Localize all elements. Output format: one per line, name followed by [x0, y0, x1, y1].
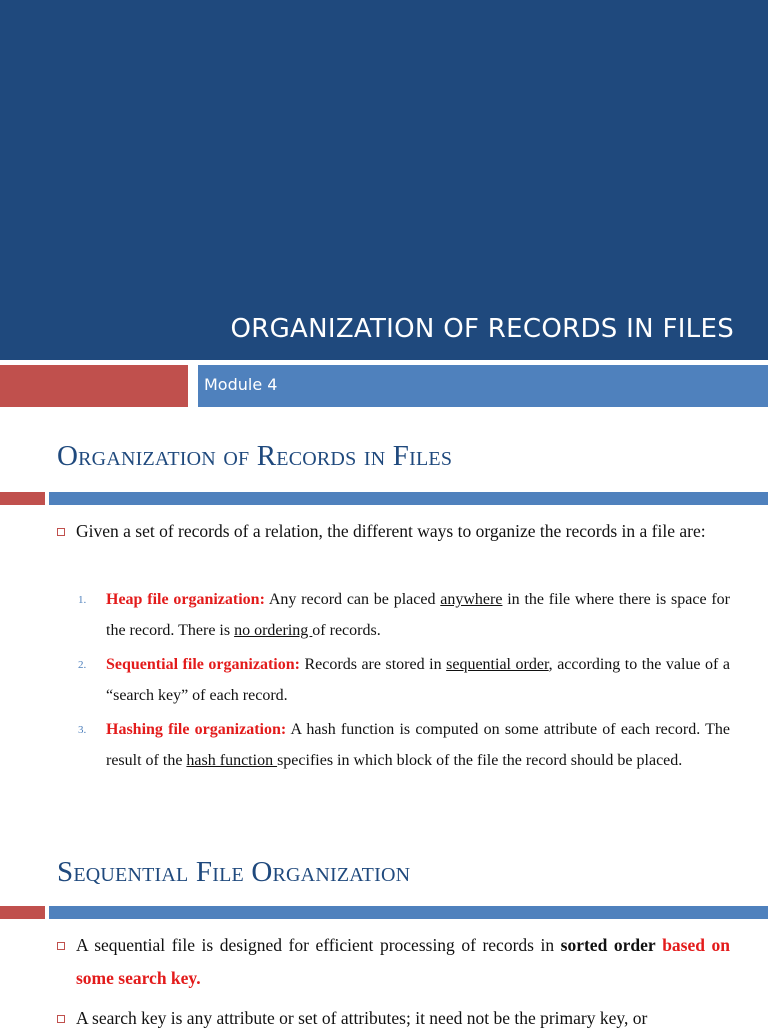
- list-item-hashing: [78, 715, 730, 776]
- bullet-text: A search key is any attribute or set of attributes; it need not be the primary key, or: [76, 1008, 648, 1028]
- text-run: , according to the value of a “search key” of each record.: [106, 656, 730, 704]
- slide-blue-accent-bar: [49, 906, 768, 919]
- list-number: 1.: [78, 594, 87, 606]
- text-run: A sequential file is designed for efficient processing of records in: [76, 935, 561, 955]
- highlighted-term: based on some search key.: [76, 935, 731, 988]
- underlined-term: anywhere: [440, 591, 503, 608]
- title-slide: [0, 0, 768, 412]
- numbered-list: [78, 585, 730, 780]
- list-item-text: [78, 650, 730, 711]
- square-bullet-icon: [57, 528, 65, 536]
- list-number: 2.: [78, 659, 87, 671]
- text-run: A hash function is computed on some attribute of each record. The result of the: [106, 721, 730, 769]
- text-run: Records are stored in: [299, 656, 447, 673]
- bullet-item: [57, 929, 730, 995]
- underlined-term: sequential order: [446, 656, 549, 673]
- term-label: Hashing file organization:: [106, 721, 287, 738]
- title-block: [0, 0, 768, 360]
- bullet-item: [57, 1002, 730, 1035]
- underlined-term: no ordering: [234, 621, 313, 639]
- list-item-text: [78, 585, 730, 646]
- square-bullet-icon: [57, 942, 65, 950]
- slide-blue-accent-bar: [49, 492, 768, 505]
- slide-red-accent-bar: [0, 906, 45, 919]
- title-blue-accent-bar: [198, 365, 768, 407]
- title-red-accent-bar: [0, 365, 188, 407]
- text-run: of records.: [312, 621, 381, 639]
- slide-title: Sequential File Organization: [57, 856, 411, 888]
- bullet-item: [57, 515, 730, 548]
- presentation-title: ORGANIZATION OF RECORDS IN FILES: [230, 314, 734, 344]
- underlined-term: hash function: [186, 751, 278, 769]
- bullet-text: Given a set of records of a relation, the different ways to organize the records in a file are:: [76, 521, 706, 541]
- square-bullet-icon: [57, 1015, 65, 1023]
- list-item-sequential: [78, 650, 730, 711]
- list-item-text: [78, 715, 730, 776]
- slide-organization-of-records: [0, 412, 768, 824]
- slide-title: Organization of Records in Files: [57, 440, 453, 472]
- bullet-text: [57, 929, 730, 995]
- text-run: specifies in which block of the file the record should be placed.: [277, 751, 683, 769]
- bold-term: sorted order: [560, 935, 656, 955]
- list-item-heap: [78, 585, 730, 646]
- presentation-subtitle: Module 4: [204, 375, 278, 394]
- slide-red-accent-bar: [0, 492, 45, 505]
- text-run: Any record can be placed: [264, 591, 441, 608]
- term-label: Heap file organization:: [106, 591, 265, 608]
- slide-sequential-file-organization: [0, 826, 768, 1028]
- text-run: in the file where there is space for the record. There is: [106, 591, 731, 639]
- list-number: 3.: [78, 724, 87, 736]
- term-label: Sequential file organization:: [106, 656, 300, 673]
